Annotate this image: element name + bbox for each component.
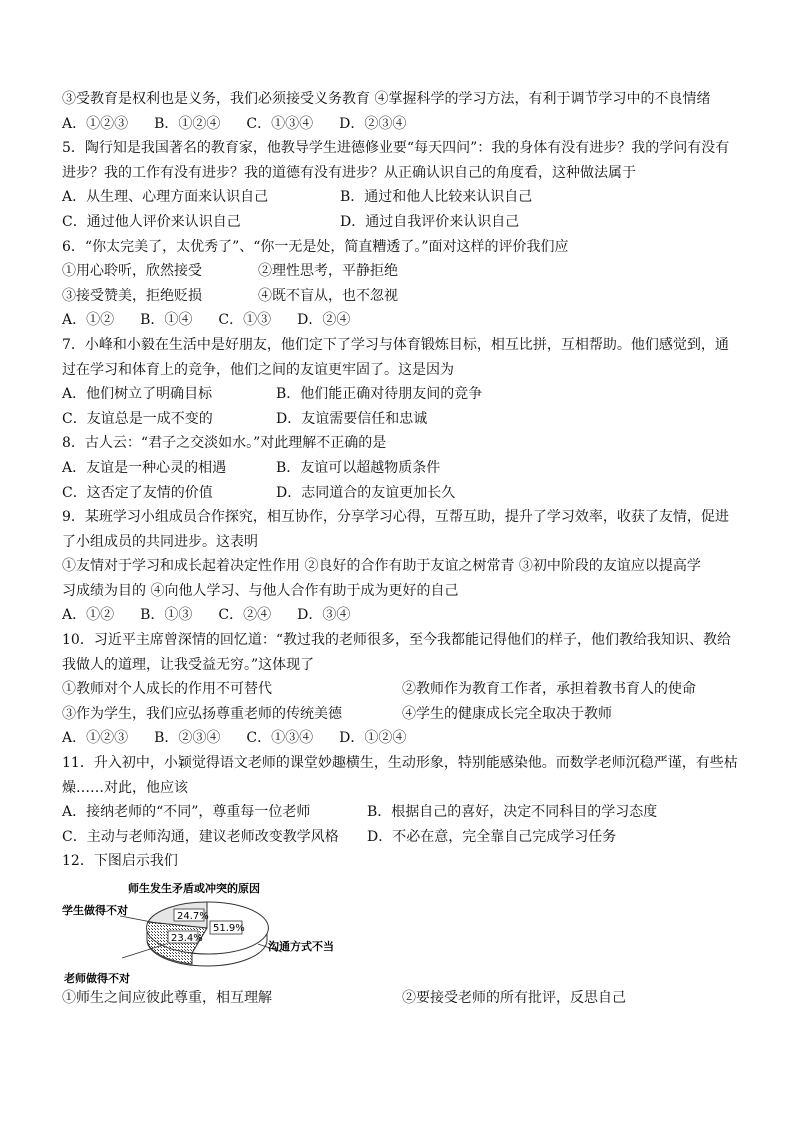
statement-1: ①教师对个人成长的作用不可替代 <box>62 681 272 698</box>
q7-options-cd <box>62 407 742 432</box>
value-label-student: 24.7% <box>177 911 209 922</box>
category-label-teacher: 老师做得不对 <box>64 972 130 985</box>
statement-1: ①用心聆听，欣然接受 <box>62 263 202 280</box>
option-c: C．①③ <box>218 312 272 329</box>
option-a: A．①② <box>62 607 115 624</box>
q7-options-ab <box>62 382 742 407</box>
option-c: C．①③④ <box>246 730 314 747</box>
option-a: A．他们树立了明确目标 <box>62 386 213 403</box>
option-b: B．他们能正确对待朋友间的竞争 <box>276 386 483 403</box>
option-c: C．友谊总是一成不变的 <box>62 410 213 427</box>
value-label-teacher: 23.4% <box>171 933 203 944</box>
q12-stem: 12．下图启示我们 <box>62 853 178 870</box>
q5-options-ab <box>62 185 742 210</box>
option-d: D．③④ <box>297 607 351 624</box>
q8-stem: 8．古人云：“君子之交淡如水。”对此理解不正确的是 <box>62 435 387 452</box>
option-b: B．友谊可以超越物质条件 <box>276 459 441 476</box>
q4-options <box>62 112 742 137</box>
pie-chart <box>62 878 362 986</box>
category-label-communication: 沟通方式不当 <box>268 940 334 953</box>
option-a: A．①② <box>62 312 115 329</box>
q10-stem-1: 10．习近平主席曾深情的回忆道：“教过我的老师很多，至今我都能记得他们的样子，他们教给我知识、教给 <box>62 632 731 649</box>
q8-options-ab <box>62 456 742 481</box>
q5-stem-1: 5．陶行知是我国著名的教育家，他教导学生进德修业要“每天四问”：我的身体有没有进步？我的学问有没有 <box>62 140 730 157</box>
option-b: B．①④ <box>140 312 193 329</box>
q10-statements-12 <box>62 677 742 702</box>
exam-page <box>62 87 742 1011</box>
q9-options <box>62 603 742 628</box>
q3-statements-line: ③受教育是权利也是义务，我们必须接受义务教育 ④掌握科学的学习方法，有利于调节学习中的不良情绪 <box>62 91 711 107</box>
option-d: D．不必在意，完全靠自己完成学习任务 <box>367 828 617 845</box>
q11-options-cd <box>62 825 742 850</box>
q12-statements <box>62 986 742 1011</box>
option-d: D．志同道合的友谊更加长久 <box>276 484 456 501</box>
statement-3: ③接受赞美，拒绝贬损 <box>62 287 202 304</box>
category-label-student: 学生做得不对 <box>62 904 128 917</box>
q7-stem-1: 7．小峰和小毅在生活中是好朋友，他们定下了学习与体育锻炼目标，相互比拼，互相帮助。他们感觉到，通 <box>62 336 729 353</box>
option-c: C．通过他人评价来认识自己 <box>62 213 241 230</box>
statement-1: ①师生之间应彼此尊重，相互理解 <box>62 990 272 1006</box>
q9-stem-2: 了小组成员的共同进步。这表明 <box>62 533 258 550</box>
option-a: A．友谊是一种心灵的相遇 <box>62 459 227 476</box>
option-c: C．②④ <box>218 607 272 624</box>
q11-stem-1: 11．升入初中，小颖觉得语文老师的课堂妙趣横生，生动形象，特别能感染他。而数学老师沉稳严谨，有些枯 <box>62 755 738 772</box>
q6-statements-12 <box>62 259 742 284</box>
statement-2: ②要接受老师的所有批评，反思自己 <box>402 990 626 1006</box>
q6-stem: 6．“你太完美了，太优秀了”、“你一无是处，简直糟透了。”面对这样的评价我们应 <box>62 238 569 255</box>
statement-2: ②教师作为教育工作者，承担着教书育人的使命 <box>402 681 696 698</box>
q5-options-cd <box>62 210 742 235</box>
option-d: D．通过自我评价来认识自己 <box>340 213 520 230</box>
pie-chart-figure <box>62 878 742 986</box>
option-d: D．友谊需要信任和忠诚 <box>276 410 428 427</box>
option-a: A．①②③ <box>62 730 129 747</box>
option-b: B．②③④ <box>154 730 221 747</box>
q10-options <box>62 726 742 751</box>
option-c: C．①③④ <box>246 115 314 132</box>
q11-options-ab <box>62 800 742 825</box>
q9-statements-2: 习成绩为目的 ④向他人学习、与他人合作有助于成为更好的自己 <box>62 582 459 599</box>
q9-stem-1: 9．某班学习小组成员合作探究，相互协作，分享学习心得，互帮互助，提升了学习效率，收获了友情，促进 <box>62 509 729 526</box>
q10-stem-2: 我做人的道理，让我受益无穷。”这体现了 <box>62 656 315 673</box>
option-a: A．从生理、心理方面来认识自己 <box>62 189 269 206</box>
option-d: D．②④ <box>297 312 351 329</box>
q7-stem-2: 过在学习和体育上的竞争，他们之间的友谊更牢固了。这是因为 <box>62 361 454 378</box>
q9-statements-1: ①友情对于学习和成长起着决定性作用 ②良好的合作有助于友谊之树常青 ③初中阶段的友谊应以提高学 <box>62 558 701 575</box>
q5-stem-2: 进步？我的工作有没有进步？我的道德有没有进步？从正确认识自己的角度看，这种做法属于 <box>62 164 636 181</box>
q6-options <box>62 308 742 333</box>
q6-statements-34 <box>62 284 742 309</box>
option-b: B．①②④ <box>154 115 221 132</box>
option-c: C．主动与老师沟通，建议老师改变教学风格 <box>62 828 339 845</box>
statement-4: ④既不盲从，也不忽视 <box>258 287 398 304</box>
option-a: A．①②③ <box>62 115 129 132</box>
statement-2: ②理性思考，平静拒绝 <box>258 263 398 280</box>
option-d: D．①②④ <box>339 730 407 747</box>
option-a: A．接纳老师的“不同”，尊重每一位老师 <box>62 804 311 821</box>
q10-statements-34 <box>62 702 742 727</box>
statement-3: ③作为学生，我们应弘扬尊重老师的传统美德 <box>62 705 342 722</box>
option-b: B．①③ <box>140 607 193 624</box>
option-c: C．这否定了友情的价值 <box>62 484 213 501</box>
value-label-communication: 51.9% <box>213 923 245 934</box>
option-b: B．通过和他人比较来认识自己 <box>340 189 533 206</box>
q8-options-cd <box>62 481 742 506</box>
q11-stem-2: 燥……对此，他应该 <box>62 779 188 796</box>
chart-title: 师生发生矛盾或冲突的原因 <box>128 882 260 895</box>
statement-4: ④学生的健康成长完全取决于教师 <box>402 705 612 722</box>
option-b: B．根据自己的喜好，决定不同科目的学习态度 <box>367 804 658 821</box>
option-d: D．②③④ <box>339 115 407 132</box>
